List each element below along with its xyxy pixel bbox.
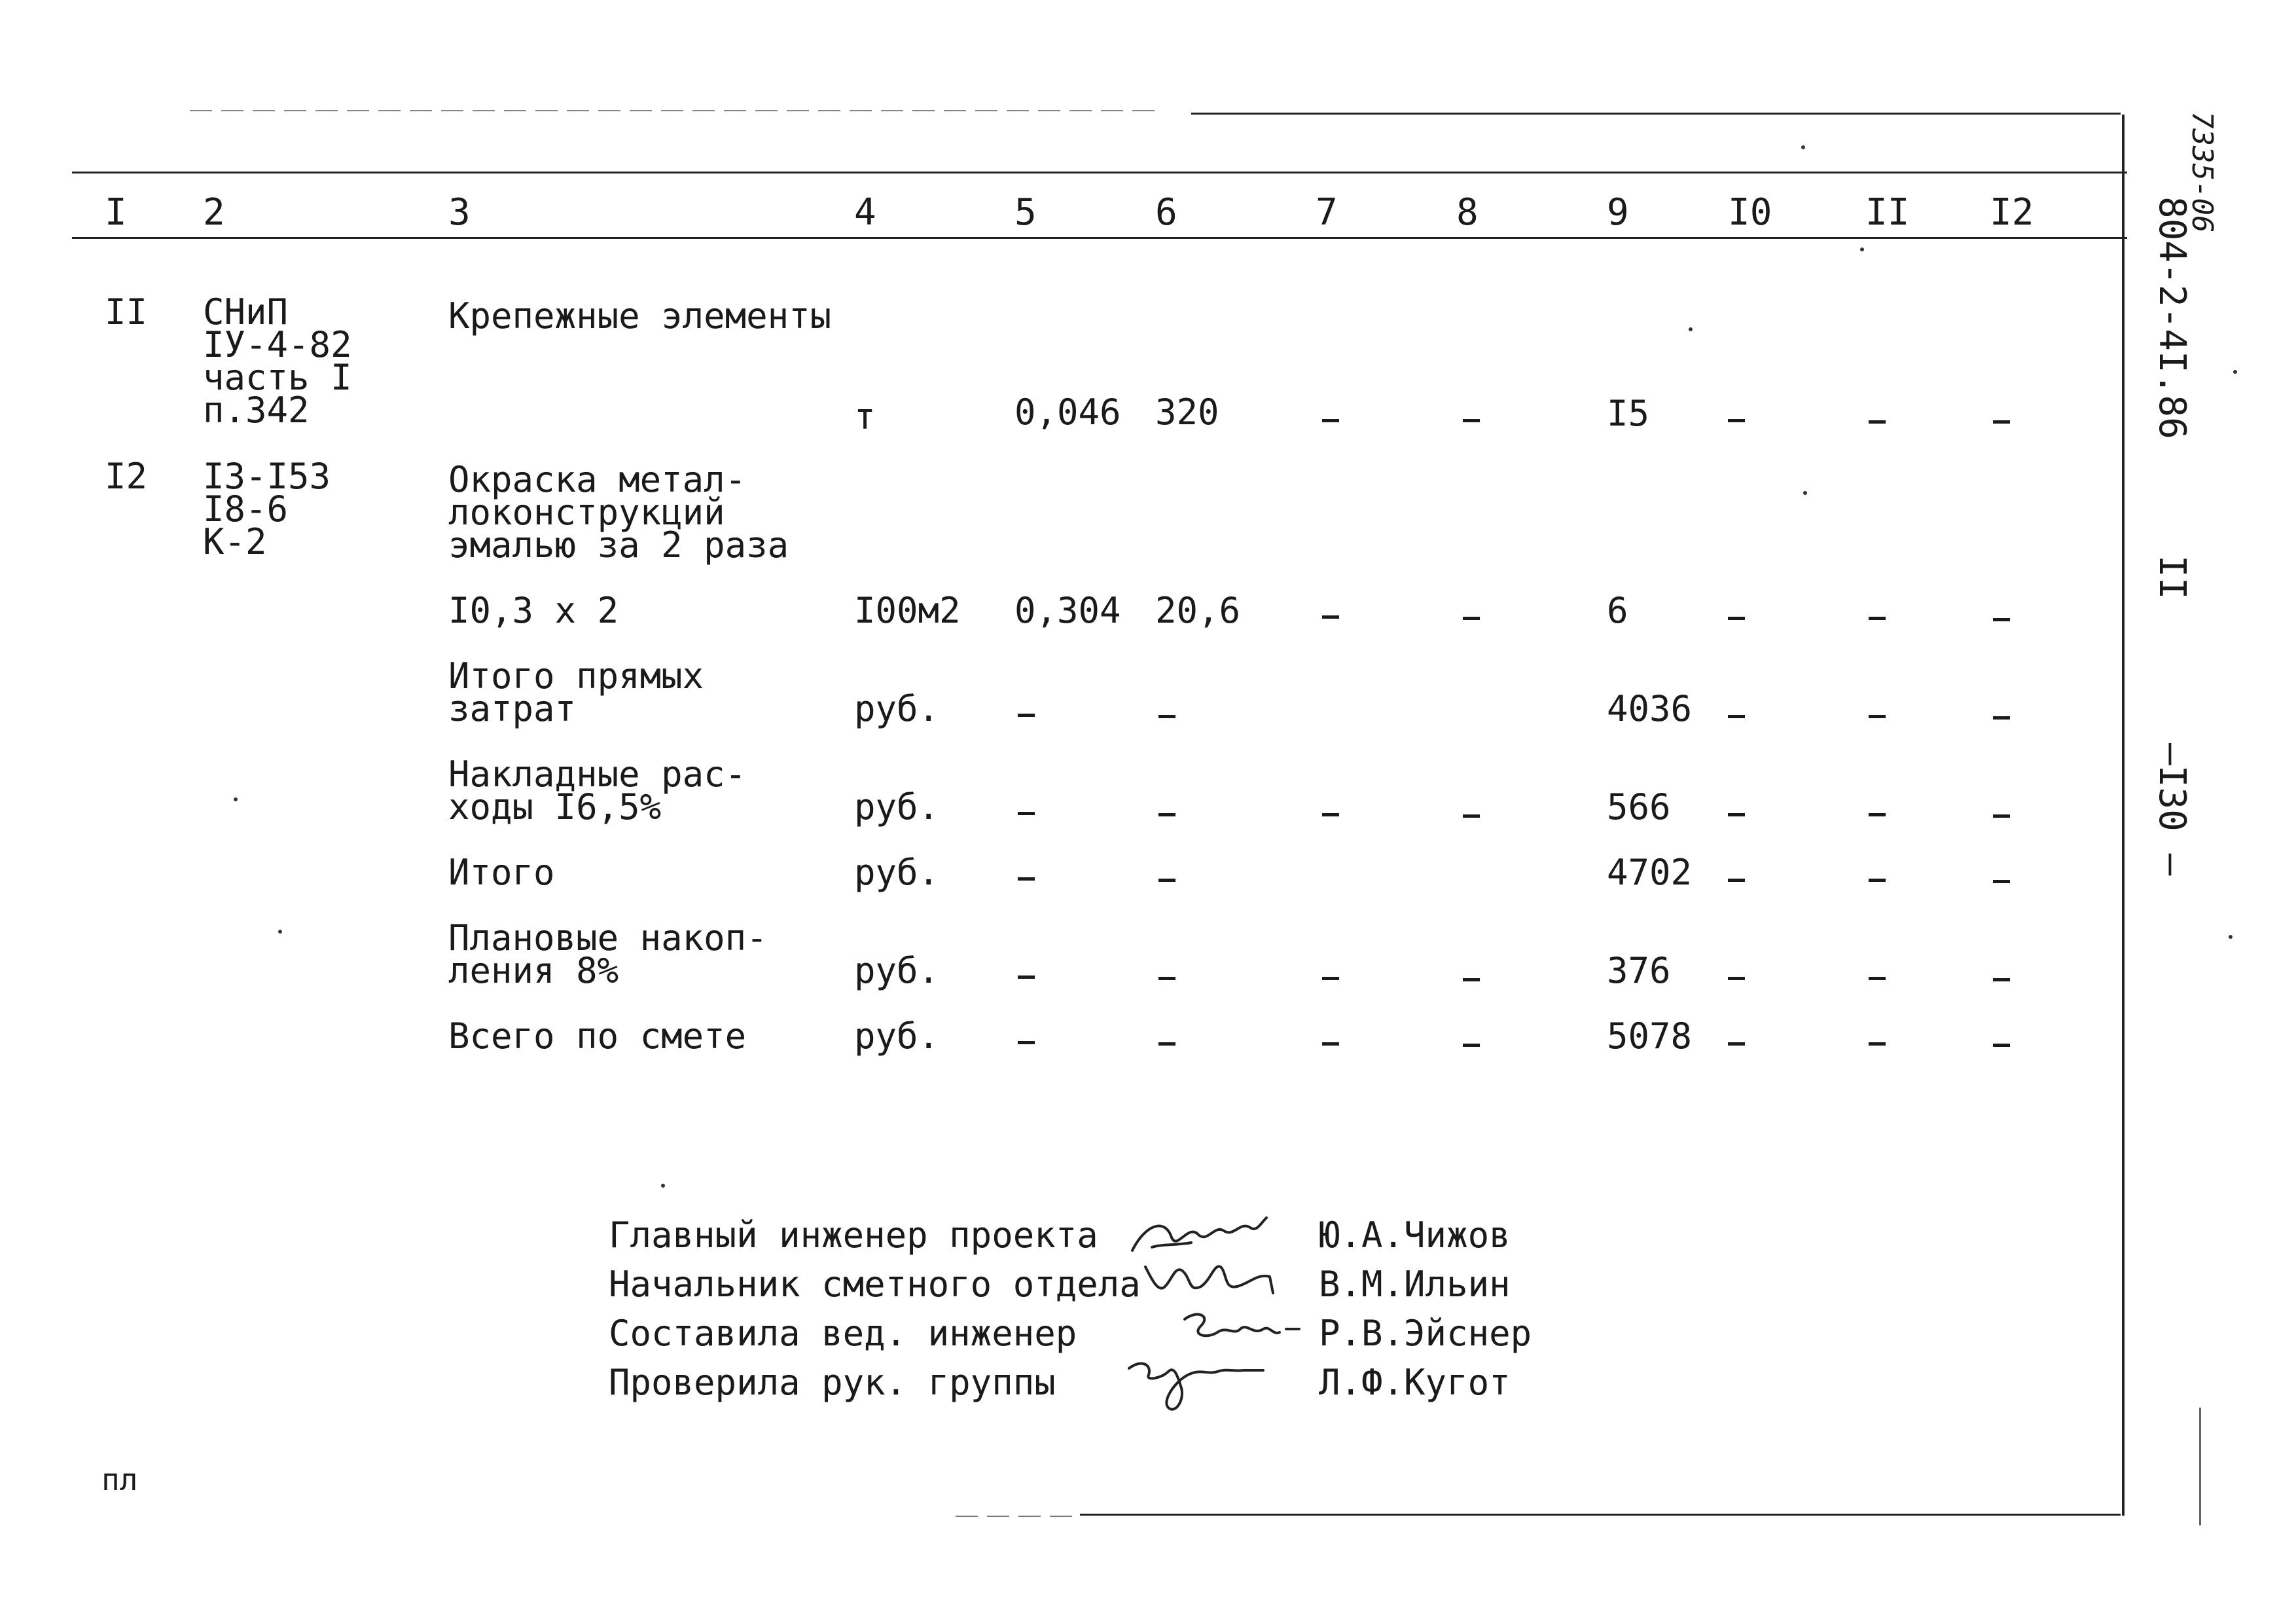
dash-mark	[1158, 813, 1175, 816]
summary-unit: руб.	[854, 1015, 940, 1057]
dash-mark	[1728, 1042, 1745, 1046]
summary-label-line: Итого прямых	[448, 655, 704, 697]
signature-ilyin	[1139, 1254, 1289, 1306]
section-mark: II	[2151, 555, 2193, 600]
corner-mark: пл	[101, 1462, 138, 1497]
signature-role: Проверила рук. группы	[609, 1362, 1056, 1403]
summary-total: 376	[1607, 950, 1671, 991]
row-name-line: локонструкций	[448, 492, 725, 533]
row-unit: I00м2	[854, 590, 961, 631]
row-quantity: 0,304	[1014, 590, 1121, 631]
summary-total: 5078	[1607, 1015, 1693, 1057]
row-code-line: I3-I53	[203, 456, 331, 497]
scan-speck	[1860, 247, 1864, 251]
signature-kugot	[1122, 1352, 1273, 1424]
top-edge-line	[1191, 113, 2121, 115]
signature-name: Р.В.Эйснер	[1319, 1313, 1532, 1354]
dash-mark	[1158, 715, 1175, 718]
summary-label-line: ходы I6,5%	[448, 786, 662, 828]
summary-label-line: Итого	[448, 852, 555, 893]
col-header-3: 3	[448, 191, 471, 234]
row-name-line: эмалью за 2 раза	[448, 524, 789, 566]
dash-mark	[1463, 617, 1480, 620]
row-code-line: СНиП	[203, 291, 289, 333]
col-header-12: I2	[1990, 191, 2034, 234]
col-header-4: 4	[854, 191, 876, 234]
dash-mark	[1993, 880, 2010, 883]
summary-label-line: Всего по смете	[448, 1015, 747, 1057]
col-header-6: 6	[1155, 191, 1177, 234]
scan-speck	[2233, 370, 2237, 374]
dash-mark	[1463, 1044, 1480, 1047]
dash-mark	[1158, 1042, 1175, 1046]
scan-speck	[1801, 145, 1805, 149]
row-name-line: Крепежные элементы	[448, 295, 832, 337]
signature-name: Ю.А.Чижов	[1319, 1214, 1511, 1256]
scan-speck	[278, 930, 282, 934]
bottom-edge-dashes	[956, 1516, 1073, 1517]
col-header-5: 5	[1014, 191, 1037, 234]
dash-mark	[1728, 617, 1745, 620]
dash-mark	[1018, 812, 1035, 815]
dash-mark	[1158, 977, 1175, 980]
col-header-8: 8	[1456, 191, 1479, 234]
row-number: II	[105, 291, 148, 333]
dash-mark	[1463, 419, 1480, 422]
dash-mark	[1993, 814, 2010, 818]
col-header-7: 7	[1316, 191, 1338, 234]
scan-speck	[234, 797, 238, 801]
dash-mark	[1322, 1042, 1339, 1046]
header-bottom-rule	[72, 237, 2127, 239]
dash-mark	[1158, 879, 1175, 882]
dash-mark	[1322, 419, 1339, 422]
row-code-line: п.342	[203, 390, 310, 431]
row-total: 6	[1607, 590, 1628, 631]
bottom-rule	[1080, 1514, 2121, 1516]
col-header-10: I0	[1728, 191, 1772, 234]
row-code-line: IУ-4-82	[203, 324, 352, 365]
dash-mark	[1869, 715, 1886, 718]
inventory-number: 7335-06	[2185, 111, 2219, 233]
dash-mark	[1018, 1041, 1035, 1044]
signature-role: Составила вед. инженер	[609, 1313, 1077, 1354]
dash-mark	[1728, 419, 1745, 422]
signature-role: Главный инженер проекта	[609, 1214, 1098, 1256]
dash-mark	[1869, 813, 1886, 816]
dash-mark	[1993, 618, 2010, 621]
row-number: I2	[105, 456, 148, 497]
right-border	[2122, 115, 2125, 1516]
dash-mark	[1322, 615, 1339, 619]
scan-speck	[1803, 491, 1807, 495]
document-code: 804-2-4I.86	[2151, 196, 2193, 439]
summary-label-line: Накладные рас-	[448, 754, 747, 795]
row-code-line: часть I	[203, 357, 352, 398]
summary-label-line: затрат	[448, 688, 577, 729]
row-code-line: К-2	[203, 521, 267, 562]
summary-unit: руб.	[854, 786, 940, 828]
dash-mark	[1728, 879, 1745, 882]
summary-label-line: ления 8%	[448, 950, 619, 991]
scan-speck	[661, 1184, 665, 1188]
summary-label-line: Плановые накоп-	[448, 917, 768, 958]
dash-mark	[1869, 420, 1886, 424]
dash-mark	[1728, 977, 1745, 980]
row-price: 20,6	[1155, 590, 1241, 631]
dash-mark	[1463, 814, 1480, 818]
summary-unit: руб.	[854, 950, 940, 991]
dash-mark	[1728, 813, 1745, 816]
dash-mark	[1018, 976, 1035, 979]
summary-total: 4702	[1607, 852, 1693, 893]
scan-speck	[2229, 935, 2233, 939]
scan-speck	[1689, 327, 1693, 331]
summary-total: 566	[1607, 786, 1671, 828]
row-name-line: Окраска метал-	[448, 459, 747, 500]
col-header-9: 9	[1607, 191, 1629, 234]
dash-mark	[1869, 879, 1886, 882]
dash-mark	[1463, 978, 1480, 981]
dash-mark	[1018, 877, 1035, 881]
summary-unit: руб.	[854, 852, 940, 893]
top-edge-dashes	[190, 110, 1158, 111]
page-number: —I30 —	[2151, 743, 2193, 876]
col-header-1: I	[105, 191, 127, 234]
row-total: I5	[1607, 393, 1650, 434]
signature-name: Л.Ф.Кугот	[1319, 1362, 1511, 1403]
summary-unit: руб.	[854, 688, 940, 729]
col-header-11: II	[1865, 191, 1910, 234]
dash-mark	[1993, 1044, 2010, 1047]
dash-mark	[1869, 977, 1886, 980]
dash-mark	[1869, 1042, 1886, 1046]
signature-name: В.М.Ильин	[1319, 1264, 1511, 1305]
dash-mark	[1993, 716, 2010, 720]
row-calculation: I0,3 x 2	[448, 590, 619, 631]
far-right-edge	[2199, 1408, 2201, 1525]
dash-mark	[1993, 420, 2010, 424]
header-top-rule	[72, 172, 2127, 173]
dash-mark	[1322, 977, 1339, 980]
dash-mark	[1869, 617, 1886, 620]
dash-mark	[1018, 714, 1035, 717]
summary-total: 4036	[1607, 688, 1693, 729]
dash-mark	[1993, 978, 2010, 981]
row-code-line: I8-6	[203, 488, 289, 530]
dash-mark	[1322, 813, 1339, 816]
row-quantity: 0,046	[1014, 392, 1121, 433]
signature-role: Начальник сметного отдела	[609, 1264, 1141, 1305]
col-header-2: 2	[203, 191, 225, 234]
signature-eisner	[1172, 1303, 1302, 1355]
row-price: 320	[1155, 392, 1219, 433]
row-unit: т	[854, 396, 876, 437]
dash-mark	[1728, 715, 1745, 718]
